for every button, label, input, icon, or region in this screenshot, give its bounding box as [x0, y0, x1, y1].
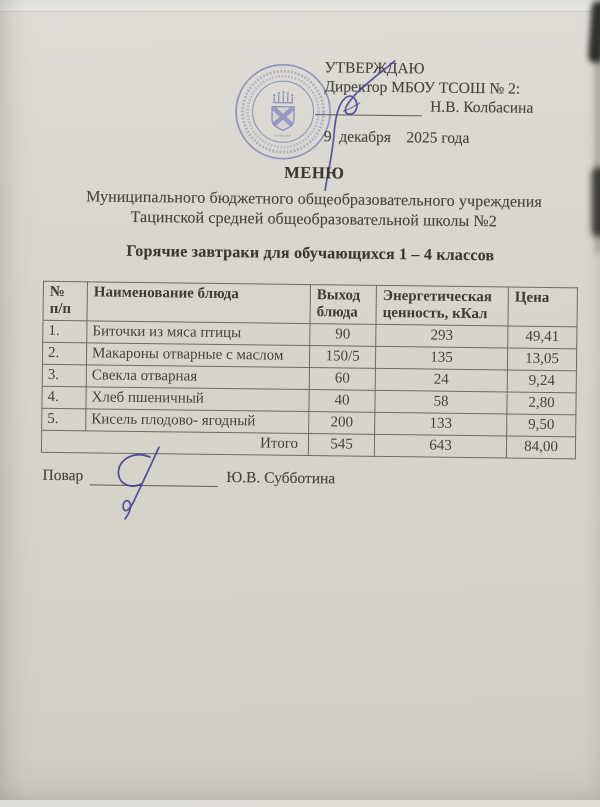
- title-block: [14, 159, 600, 232]
- cell-num: 2.: [42, 342, 86, 365]
- table-header-row: [43, 281, 577, 327]
- cell-price: 49,41: [508, 326, 577, 349]
- approval-date: 9 декабря 2025 года: [323, 128, 470, 147]
- cell-output: 60: [309, 368, 375, 391]
- total-energy: 643: [374, 434, 506, 458]
- cell-energy: 24: [375, 368, 507, 392]
- approval-block: [324, 59, 534, 149]
- menu-subtitle: Горячие завтраки для обучающихся 1 – 4 классов: [126, 242, 495, 265]
- total-price: 84,00: [506, 436, 575, 459]
- cell-num: 5.: [42, 408, 86, 431]
- cell-dish: Макароны отварные с маслом: [86, 343, 309, 368]
- director-signature-line: [315, 100, 422, 116]
- col-header-output: Выход блюда: [310, 285, 376, 325]
- cell-dish: Свекла отварная: [86, 365, 309, 390]
- director-name: Н.В. Колбасина: [430, 98, 534, 117]
- cook-signature-line: [89, 470, 217, 487]
- cell-energy: 135: [375, 346, 507, 370]
- total-label: Итого: [41, 430, 308, 455]
- cell-energy: 133: [375, 412, 507, 436]
- cell-price: 2,80: [507, 392, 576, 415]
- col-header-dish: Наименование блюда: [87, 282, 310, 324]
- cell-energy: 293: [376, 324, 508, 348]
- org-name-line1: Муниципального бюджетного общеобразовательного учреждения: [86, 188, 542, 211]
- menu-table: [41, 281, 578, 460]
- cell-price: 9,50: [507, 414, 576, 437]
- approval-word: УТВЕРЖДАЮ: [324, 59, 425, 78]
- cell-num: 4.: [42, 386, 86, 409]
- total-output: 545: [308, 434, 374, 457]
- cell-output: 150/5: [309, 346, 375, 369]
- menu-heading: МЕНЮ: [284, 162, 345, 183]
- col-header-num: № п/п: [43, 281, 87, 321]
- cell-dish: Хлеб пшеничный: [86, 387, 309, 412]
- cell-price: 13,05: [507, 348, 576, 371]
- cell-output: 90: [310, 324, 376, 347]
- cell-energy: 58: [375, 390, 507, 414]
- cell-dish: Биточки из мяса птицы: [87, 321, 310, 346]
- org-name-line2: Тацинской средней общеобразовательной школы №2: [130, 208, 498, 230]
- cell-price: 9,24: [507, 370, 576, 393]
- cook-name: Ю.В. Субботина: [226, 469, 336, 488]
- cook-label: Повар: [42, 466, 84, 485]
- cell-output: 40: [309, 390, 375, 413]
- cell-num: 1.: [43, 320, 87, 343]
- cell-dish: Кисель плодово- ягодный: [86, 409, 309, 434]
- photo-edge-smudge-middle: [592, 167, 600, 237]
- col-header-price: Цена: [508, 287, 577, 327]
- director-signature-row: [324, 96, 533, 118]
- col-header-energy: Энергетическая ценность, кКал: [376, 285, 508, 326]
- cook-signature-row: [42, 467, 335, 489]
- cell-num: 3.: [42, 364, 86, 387]
- approval-director-line: Директор МБОУ ТСОШ № 2:: [324, 77, 521, 98]
- cell-output: 200: [309, 412, 375, 435]
